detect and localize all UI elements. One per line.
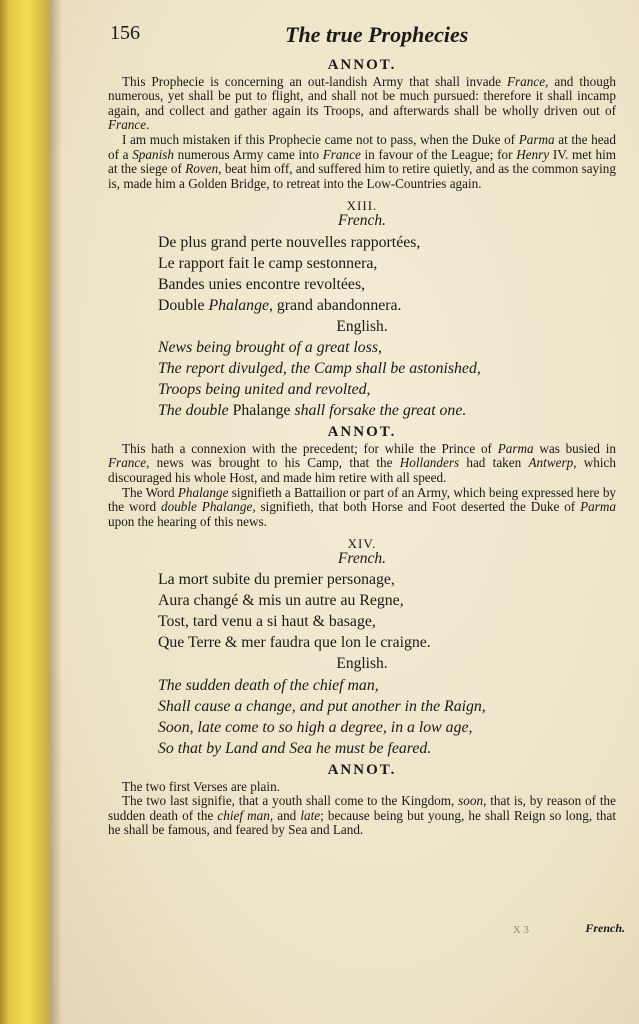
verse-line: So that by Land and Sea he must be feared. <box>158 740 432 758</box>
text-run: in favour of the League; for <box>360 146 517 162</box>
text-run: signifieth a Battailion or part of an Army, which being expressed here by the word <box>108 484 617 515</box>
gutter-shadow <box>50 0 62 1024</box>
paragraph <box>108 486 616 530</box>
english-verse <box>108 675 616 759</box>
place-name: Antwerp <box>528 455 574 471</box>
verse-line: News being brought of a great loss, <box>158 339 382 357</box>
catchword: French. <box>585 921 625 935</box>
proper-name: Hollanders <box>399 455 460 471</box>
french-verse <box>108 232 616 316</box>
text-run: ; because being but young, he shall Reign so long, that he shall be famous, and feared by Sea and Land. <box>108 807 616 838</box>
term: soon <box>458 793 484 809</box>
text-run: The double <box>158 402 233 420</box>
annotation-block-3 <box>108 780 616 838</box>
running-title: The true Prophecies <box>285 22 469 47</box>
term: chief man <box>217 807 270 823</box>
proper-name: Parma <box>580 499 616 515</box>
quatrain-number: XIII. <box>346 198 378 214</box>
proper-name: Henry <box>516 146 550 162</box>
paragraph <box>108 75 616 133</box>
text-run: IV. met him at the siege of <box>108 146 616 177</box>
text-run: , signifieth, that both Horse and Foot deserted the Duke of <box>252 499 581 515</box>
text-run: , which discouraged his whole Host, and made him retire with all speed. <box>108 455 616 485</box>
place-name: France <box>506 73 546 89</box>
page-header <box>110 22 619 52</box>
french-label: French. <box>337 211 387 229</box>
text-run: , and though numerous, yet shall be put to flight, and shall not be much pursued: therefore it shall incamp again, and collect and gather again its Troops, and afterwards shall be wholly driven out of <box>108 73 616 118</box>
page-number: 156 <box>110 22 140 44</box>
page-body <box>108 58 616 838</box>
text-run: . <box>146 117 150 133</box>
term: Phalange <box>177 484 229 500</box>
text-run: This hath a connexion with the precedent; for while the Prince of <box>122 440 498 456</box>
page-edge-gilt <box>0 0 50 1024</box>
text-run: , grand abandonnera. <box>269 296 402 314</box>
text-run: Phalange <box>208 296 269 314</box>
annot-heading: ANNOT. <box>327 424 397 441</box>
text-run: , that is, by reason of the sudden death of the <box>108 793 616 823</box>
place-name: Roven <box>185 161 219 177</box>
proper-name: Parma <box>497 440 534 456</box>
verse-line: Soon, late come to so high a degree, in a low age, <box>158 719 473 737</box>
text-run: , beat him off, and suffered him to retire quietly, and as the common saying is, made him a Golden Bridge, to retreat into the Low-Countries again. <box>108 161 616 191</box>
text-run: numerous Army came into <box>173 146 323 162</box>
text-run: Double <box>158 296 209 314</box>
text-run: , news was brought to his Camp, that the <box>146 455 400 471</box>
text-run: The two last signifie, that a youth shall come to the Kingdom, <box>122 793 459 809</box>
verse-line: The report divulged, the Camp shall be astonished, <box>158 360 481 378</box>
paragraph <box>108 794 616 838</box>
verse-line: Troops being united and revolted, <box>158 381 371 399</box>
verse-line: Que Terre & mer faudra que lon le craigne. <box>158 634 431 652</box>
text-run: The two first Verses are plain. <box>122 778 280 794</box>
text-run: upon the hearing of this news. <box>108 513 267 529</box>
term: double Phalange <box>161 499 253 515</box>
signature-mark: X 3 <box>512 924 529 936</box>
paragraph <box>108 133 616 191</box>
verse-line: Shall cause a change, and put another in the Raign, <box>158 698 486 716</box>
text-run: , and <box>269 807 301 823</box>
text-run: I am much mistaken if this Prophecie came not to pass, when the Duke of <box>122 131 519 147</box>
verse-line <box>158 295 616 316</box>
verse-line <box>158 400 616 421</box>
annotation-block-2 <box>108 442 616 530</box>
proper-name: Parma <box>518 131 555 147</box>
verse-line: The sudden death of the chief man, <box>158 677 379 695</box>
verse-line: De plus grand perte nouvelles rapportées, <box>158 233 421 251</box>
english-label: English. <box>336 655 388 673</box>
text-run: This Prophecie is concerning an out-landish Army that shall invade <box>122 73 507 89</box>
verse-line: Le rapport fait le camp sestonnera, <box>158 254 378 272</box>
text-run: at the head of a <box>108 131 616 162</box>
verse-line: Aura changé & mis un autre au Regne, <box>158 592 404 610</box>
text-run: had taken <box>459 455 529 471</box>
annot-heading: ANNOT. <box>327 762 397 779</box>
place-name: France <box>108 117 147 133</box>
paragraph <box>108 442 616 486</box>
text-run: was busied in <box>533 440 616 456</box>
text-run: Phalange <box>232 402 291 420</box>
quatrain-number: XIV. <box>347 536 377 552</box>
text-run: shall forsake the great one. <box>290 402 467 420</box>
annot-heading: ANNOT. <box>327 57 397 73</box>
verse-line: Tost, tard venu a si haut & basage, <box>158 613 376 631</box>
proper-name: Spanish <box>132 146 174 162</box>
place-name: France <box>322 146 361 162</box>
term: late <box>300 807 321 823</box>
english-label: English. <box>336 317 388 335</box>
english-verse <box>108 337 616 421</box>
text-run: The Word <box>122 484 178 500</box>
verse-line: La mort subite du premier personage, <box>158 571 395 589</box>
paragraph <box>108 780 616 795</box>
place-name: France <box>108 455 147 471</box>
french-label: French. <box>337 549 387 567</box>
french-verse <box>108 569 616 653</box>
verse-line: Bandes unies encontre revoltées, <box>158 275 366 293</box>
annotation-block-1 <box>108 75 616 192</box>
